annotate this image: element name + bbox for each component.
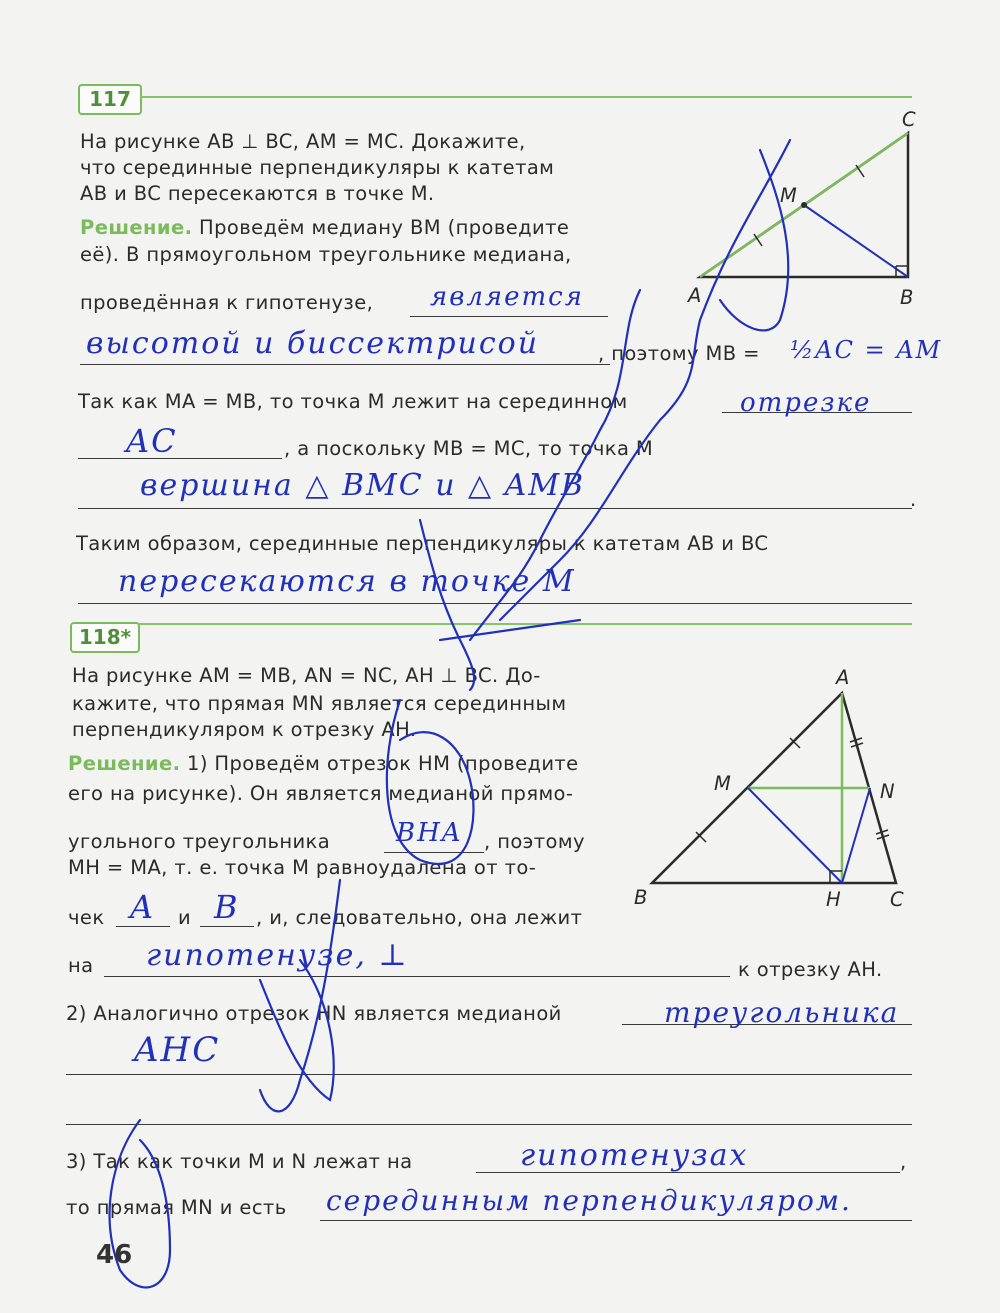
task-117-so-text: , поэтому MB =	[598, 342, 760, 365]
handwritten-answer: вершина △ BMC и △ AMB	[140, 468, 586, 503]
task-117-text-line-1: На рисунке AB ⊥ BC, AM = MC. Докажите,	[80, 130, 526, 153]
solution-label: Решение.	[68, 752, 181, 775]
task-118-step-1-line-3a: угольного треугольника	[68, 830, 331, 853]
figure-label-c: C	[890, 888, 905, 911]
task-118-to-segment: к отрезку AH.	[738, 958, 883, 981]
task-117-text-line-2: что серединные перпендикуляры к катетам	[80, 156, 555, 179]
task-118-chek: чек	[68, 906, 105, 929]
figure-label-n: N	[880, 780, 895, 803]
figure-label-c: C	[902, 108, 917, 131]
handwritten-answer: пересекаются в точке M	[118, 564, 576, 599]
task-117-line-mb-mc: , а поскольку MB = MC, то точка M	[284, 437, 654, 460]
task-118-step-2: 2) Аналогично отрезок HN является медианой	[66, 1002, 562, 1025]
figure-label-m: M	[780, 184, 798, 207]
handwritten-answer: треугольника	[664, 996, 900, 1029]
handwritten-answer: гипотенузе, ⊥	[146, 938, 409, 973]
solution-line-1: Проведём медиану BM (проведите	[192, 216, 570, 239]
task-118-line-5b: , и, следовательно, она лежит	[256, 906, 583, 929]
handwritten-answer: A	[130, 888, 156, 926]
figure-label-h: H	[826, 888, 842, 911]
figure-label-b: B	[634, 886, 648, 909]
task-117-line-ma-mb: Так как MA = MB, то точка M лежит на серединном	[78, 390, 628, 413]
handwritten-answer: гипотенузах	[520, 1138, 749, 1173]
comma: ,	[900, 1150, 907, 1173]
figure-label-a: A	[688, 284, 702, 307]
handwritten-answer: B	[214, 888, 240, 926]
task-118-number: 118*	[70, 622, 140, 653]
task-117-text-line-3: AB и BC пересекаются в точке M.	[80, 182, 435, 205]
task-117-number: 117	[78, 84, 142, 115]
handwritten-answer: AHC	[134, 1030, 221, 1070]
handwritten-answer: является	[430, 282, 584, 312]
page-number: 46	[96, 1240, 133, 1270]
step-1-line-1: 1) Проведём отрезок HM (проведите	[180, 752, 579, 775]
figure-label-m: M	[714, 772, 732, 795]
solution-label: Решение.	[80, 216, 193, 239]
task-118-step-1-line-3b: , поэтому	[484, 830, 585, 853]
handwritten-answer: высотой и биссектрисой	[86, 326, 540, 361]
task-118-step-1-line-4: MH = MA, т. е. точка M равноудалена от то-	[68, 856, 537, 879]
task-118-and: и	[178, 906, 192, 929]
task-117-line-thus: Таким образом, серединные перпендикуляры к катетам AB и BC	[76, 532, 769, 555]
figure-label-b: B	[900, 286, 914, 309]
handwritten-answer: отрезке	[740, 388, 872, 418]
task-118-step-1-line-2: его на рисунке). Он является медианой прямо-	[68, 782, 574, 805]
handwritten-answer: AC	[126, 422, 178, 460]
task-118-on: на	[68, 954, 94, 977]
handwritten-answer: BHA	[396, 818, 463, 848]
task-118-text-line-3: перпендикуляром к отрезку AH.	[72, 718, 417, 741]
task-118-step-3-line-1: 3) Так как точки M и N лежат на	[66, 1150, 413, 1173]
task-117-solution-line-2: её). В прямоугольном треугольнике медиана,	[80, 243, 572, 266]
task-118-text-line-2: кажите, что прямая MN является серединным	[72, 692, 567, 715]
task-118-step-3-line-2: то прямая MN и есть	[66, 1196, 287, 1219]
figure-label-a: A	[836, 666, 850, 689]
handwritten-answer: ½AC = AM	[790, 336, 943, 364]
task-117-solution-line-3: проведённая к гипотенузе,	[80, 291, 374, 314]
task-118-text-line-1: На рисунке AM = MB, AN = NC, AH ⊥ BC. До-	[72, 664, 541, 687]
period: .	[910, 488, 917, 511]
handwritten-answer: серединным перпендикуляром.	[326, 1184, 852, 1217]
